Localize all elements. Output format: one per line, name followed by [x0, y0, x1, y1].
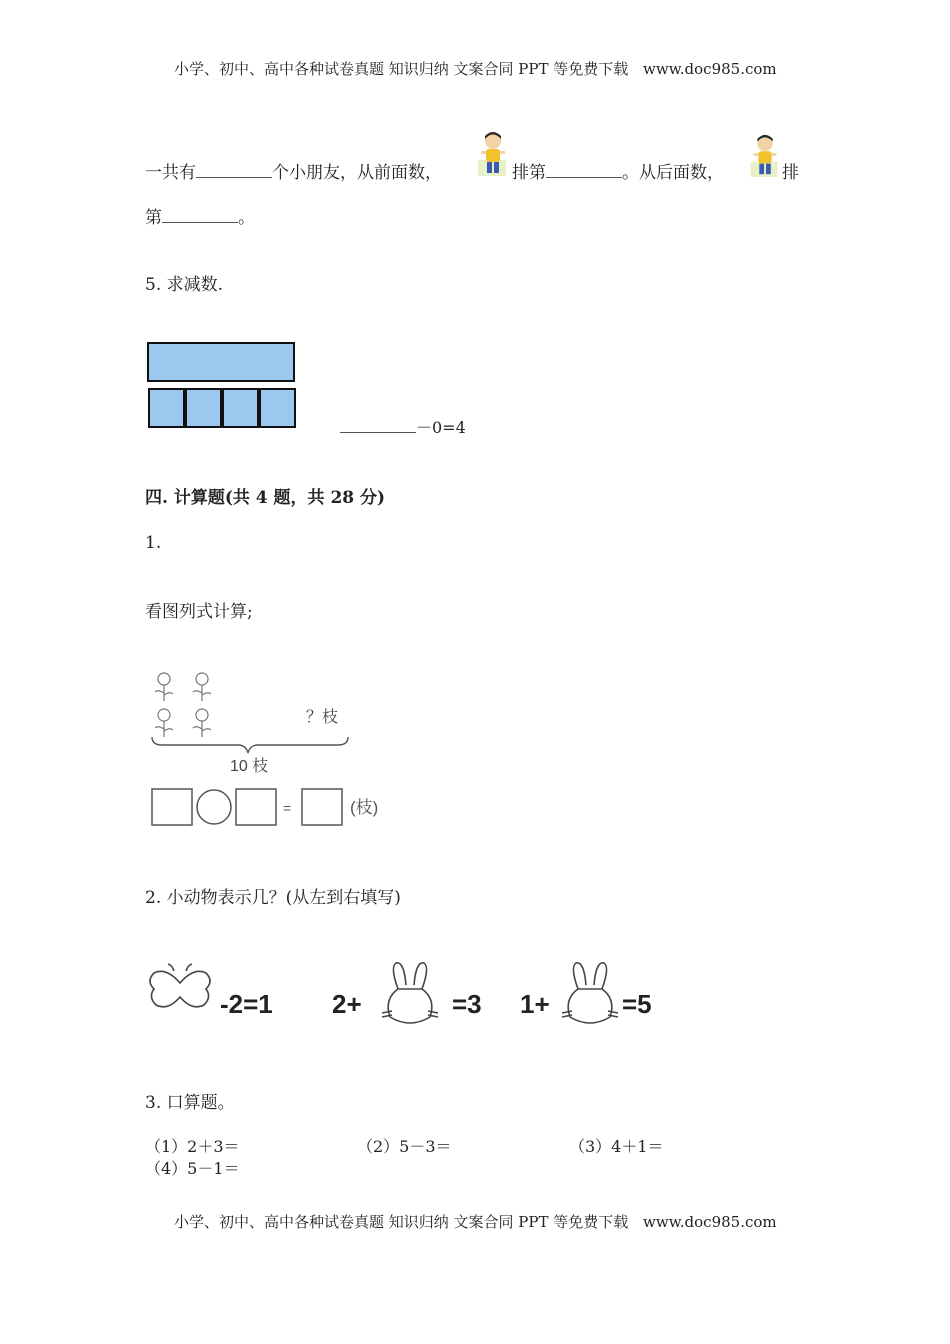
eq2-prefix: 2+	[332, 989, 362, 1019]
page-footer	[174, 1211, 777, 1232]
bar-model-part-4	[260, 389, 295, 427]
q4-text-5: 排	[782, 163, 799, 183]
c3-item-3: （3）4＋1＝	[569, 1137, 664, 1156]
flower-picture	[146, 665, 406, 835]
section-title: 四. 计算题(共 4 题，共 28 分)	[145, 488, 386, 508]
eq1-text: -2=1	[220, 989, 273, 1019]
c2-title: 2. 小动物表示几？(从左到右填写)	[145, 888, 401, 908]
bar-model-part-1	[149, 389, 184, 427]
bar-model-part-2	[186, 389, 221, 427]
c3-item-1: （1）2＋3＝	[145, 1137, 240, 1156]
q4-text-3: 排第	[512, 163, 546, 183]
q5-equation-text: －0=4	[416, 418, 466, 437]
header-text: 小学、初中、高中各种试卷真题 知识归纳 文案合同 PPT 等免费下载	[174, 60, 629, 78]
eq3-suffix: =5	[622, 989, 652, 1019]
footer-url: www.doc985.com	[643, 1213, 777, 1231]
q4-line1	[145, 158, 442, 183]
header-url: www.doc985.com	[643, 60, 777, 78]
unit-label: (枝)	[350, 798, 379, 817]
animal-equations	[146, 955, 666, 1035]
c1-number: 1.	[145, 533, 162, 553]
q4-text-7: 。	[238, 208, 255, 228]
c1-instruction: 看图列式计算;	[145, 602, 253, 622]
q4-text-2: 个小朋友，从前面数，	[272, 163, 442, 183]
total-label: 10 枝	[230, 758, 269, 775]
eq3-prefix: 1+	[520, 989, 550, 1019]
c3-title: 3. 口算题。	[145, 1093, 235, 1113]
eq2-suffix: =3	[452, 989, 482, 1019]
q4-text-1: 一共有	[145, 163, 196, 183]
q4-blank-3	[162, 221, 238, 223]
question-label: ？枝	[306, 709, 339, 726]
c3-item-2: （2）5－3＝	[357, 1137, 452, 1156]
q4-blank-1	[196, 176, 272, 178]
bar-model-part-3	[223, 389, 258, 427]
equals-sign: =	[283, 800, 292, 816]
q4-line2	[145, 203, 255, 228]
child-figure-icon-2	[748, 133, 784, 179]
butterfly-icon	[150, 964, 210, 1007]
child-figure-icon	[476, 130, 512, 178]
rabbit-icon	[562, 963, 618, 1023]
q4-line1-b	[512, 158, 724, 183]
rabbit-icon	[382, 963, 438, 1023]
bar-model-whole	[148, 343, 294, 381]
q5-equation	[340, 415, 466, 438]
q4-text-4: 。从后面数，	[622, 163, 724, 183]
q5-title: 5. 求减数.	[145, 275, 224, 295]
q5-blank	[340, 431, 416, 433]
q4-blank-2	[546, 176, 622, 178]
footer-text: 小学、初中、高中各种试卷真题 知识归纳 文案合同 PPT 等免费下载	[174, 1213, 629, 1231]
q4-text-6: 第	[145, 208, 162, 228]
c3-item-4: （4）5－1＝	[145, 1159, 240, 1178]
q4-line1-c	[782, 158, 799, 183]
page-header	[174, 58, 777, 79]
bar-model-diagram	[146, 342, 298, 430]
